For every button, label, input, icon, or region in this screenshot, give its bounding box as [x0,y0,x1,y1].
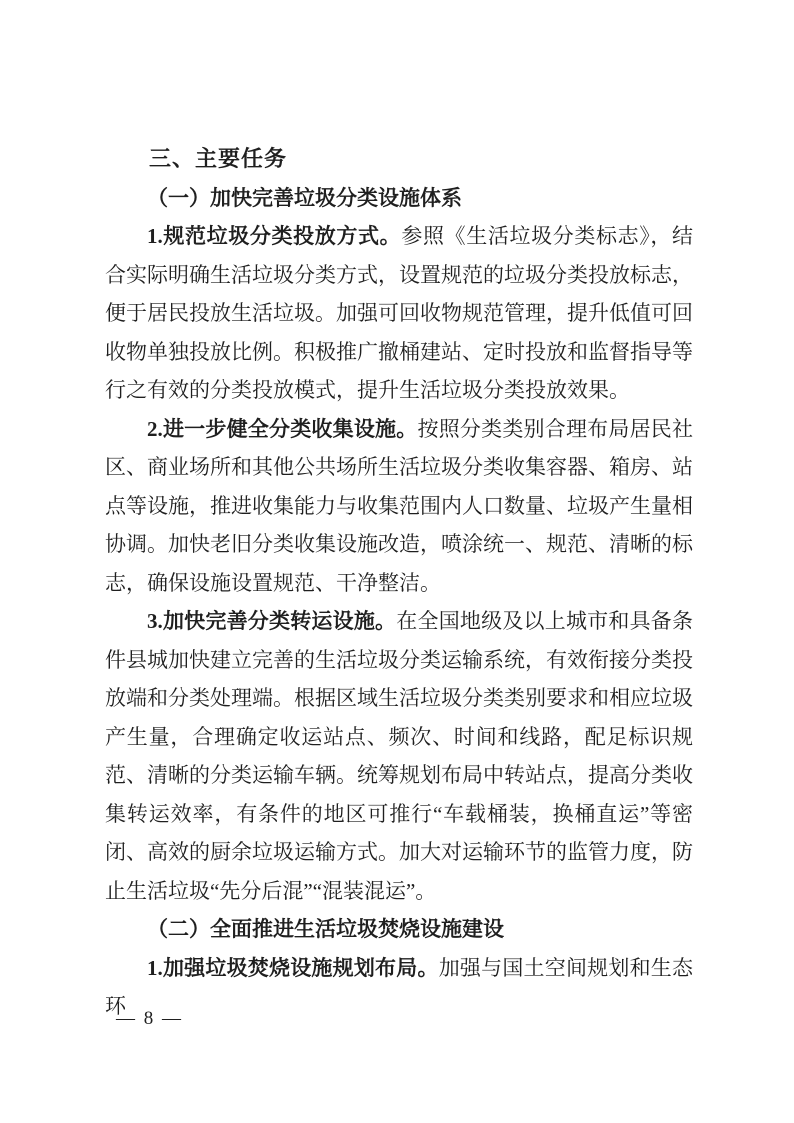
paragraph-3-lead: 3.加快完善分类转运设施。 [147,609,397,633]
paragraph-4 [105,949,693,1026]
paragraph-4-lead: 1.加强垃圾焚烧设施规划布局。 [147,955,439,980]
paragraph-4-body: 加强与国土空间规划和生态环 [105,955,694,1018]
paragraph-3 [105,602,693,910]
subsection-heading-1: （一）加快完善垃圾分类设施体系 [147,185,462,210]
paragraph-3-body: 在全国地级及以上城市和具备条件县城加快建立完善的生活垃圾分类运输系统，有效衔接分类投放端和分类处理端。根据区域生活垃圾分类类别要求和相应垃圾产生量，合理确定收运站点、频次、时间和线路，配足标识规范、清晰的分类运输车辆。统筹规划布局中转站点，提高分类收集转运效率，有条件的地区可推行“车载桶装，换桶直运”等密闭、高效的厨余垃圾运输方式。加大对运输环节的监管力度，防止生活垃圾“先分后混”“混装混运”。 [105,609,694,903]
paragraph-1-body: 参照《生活垃圾分类标志》，结合实际明确生活垃圾分类方式，设置规范的垃圾分类投放标志，便于居民投放生活垃圾。加强可回收物规范管理，提升低值可回收物单独投放比例。积极推广撤桶建站、定时投放和监督指导等行之有效的分类投放模式，提升生活垃圾分类投放效果。 [105,224,694,402]
page-number: — 8 — [116,1008,183,1029]
document-content [105,140,693,1026]
paragraph-2-lead: 2.进一步健全分类收集设施。 [147,416,418,441]
paragraph-2-body: 按照分类类别合理布局居民社区、商业场所和其他公共场所生活垃圾分类收集容器、箱房、站点等设施，推进收集能力与收集范围内人口数量、垃圾产生量相协调。加快老旧分类收集设施改造，喷涂统一、规范、清晰的标志，确保设施设置规范、干净整洁。 [105,416,694,595]
section-heading: 三、主要任务 [149,146,288,171]
subsection-heading-2: （二）全面推进生活垃圾焚烧设施建设 [147,917,504,941]
paragraph-1-lead: 1.规范垃圾分类投放方式。 [147,224,402,248]
paragraph-2 [105,410,693,603]
paragraph-1 [105,217,693,410]
